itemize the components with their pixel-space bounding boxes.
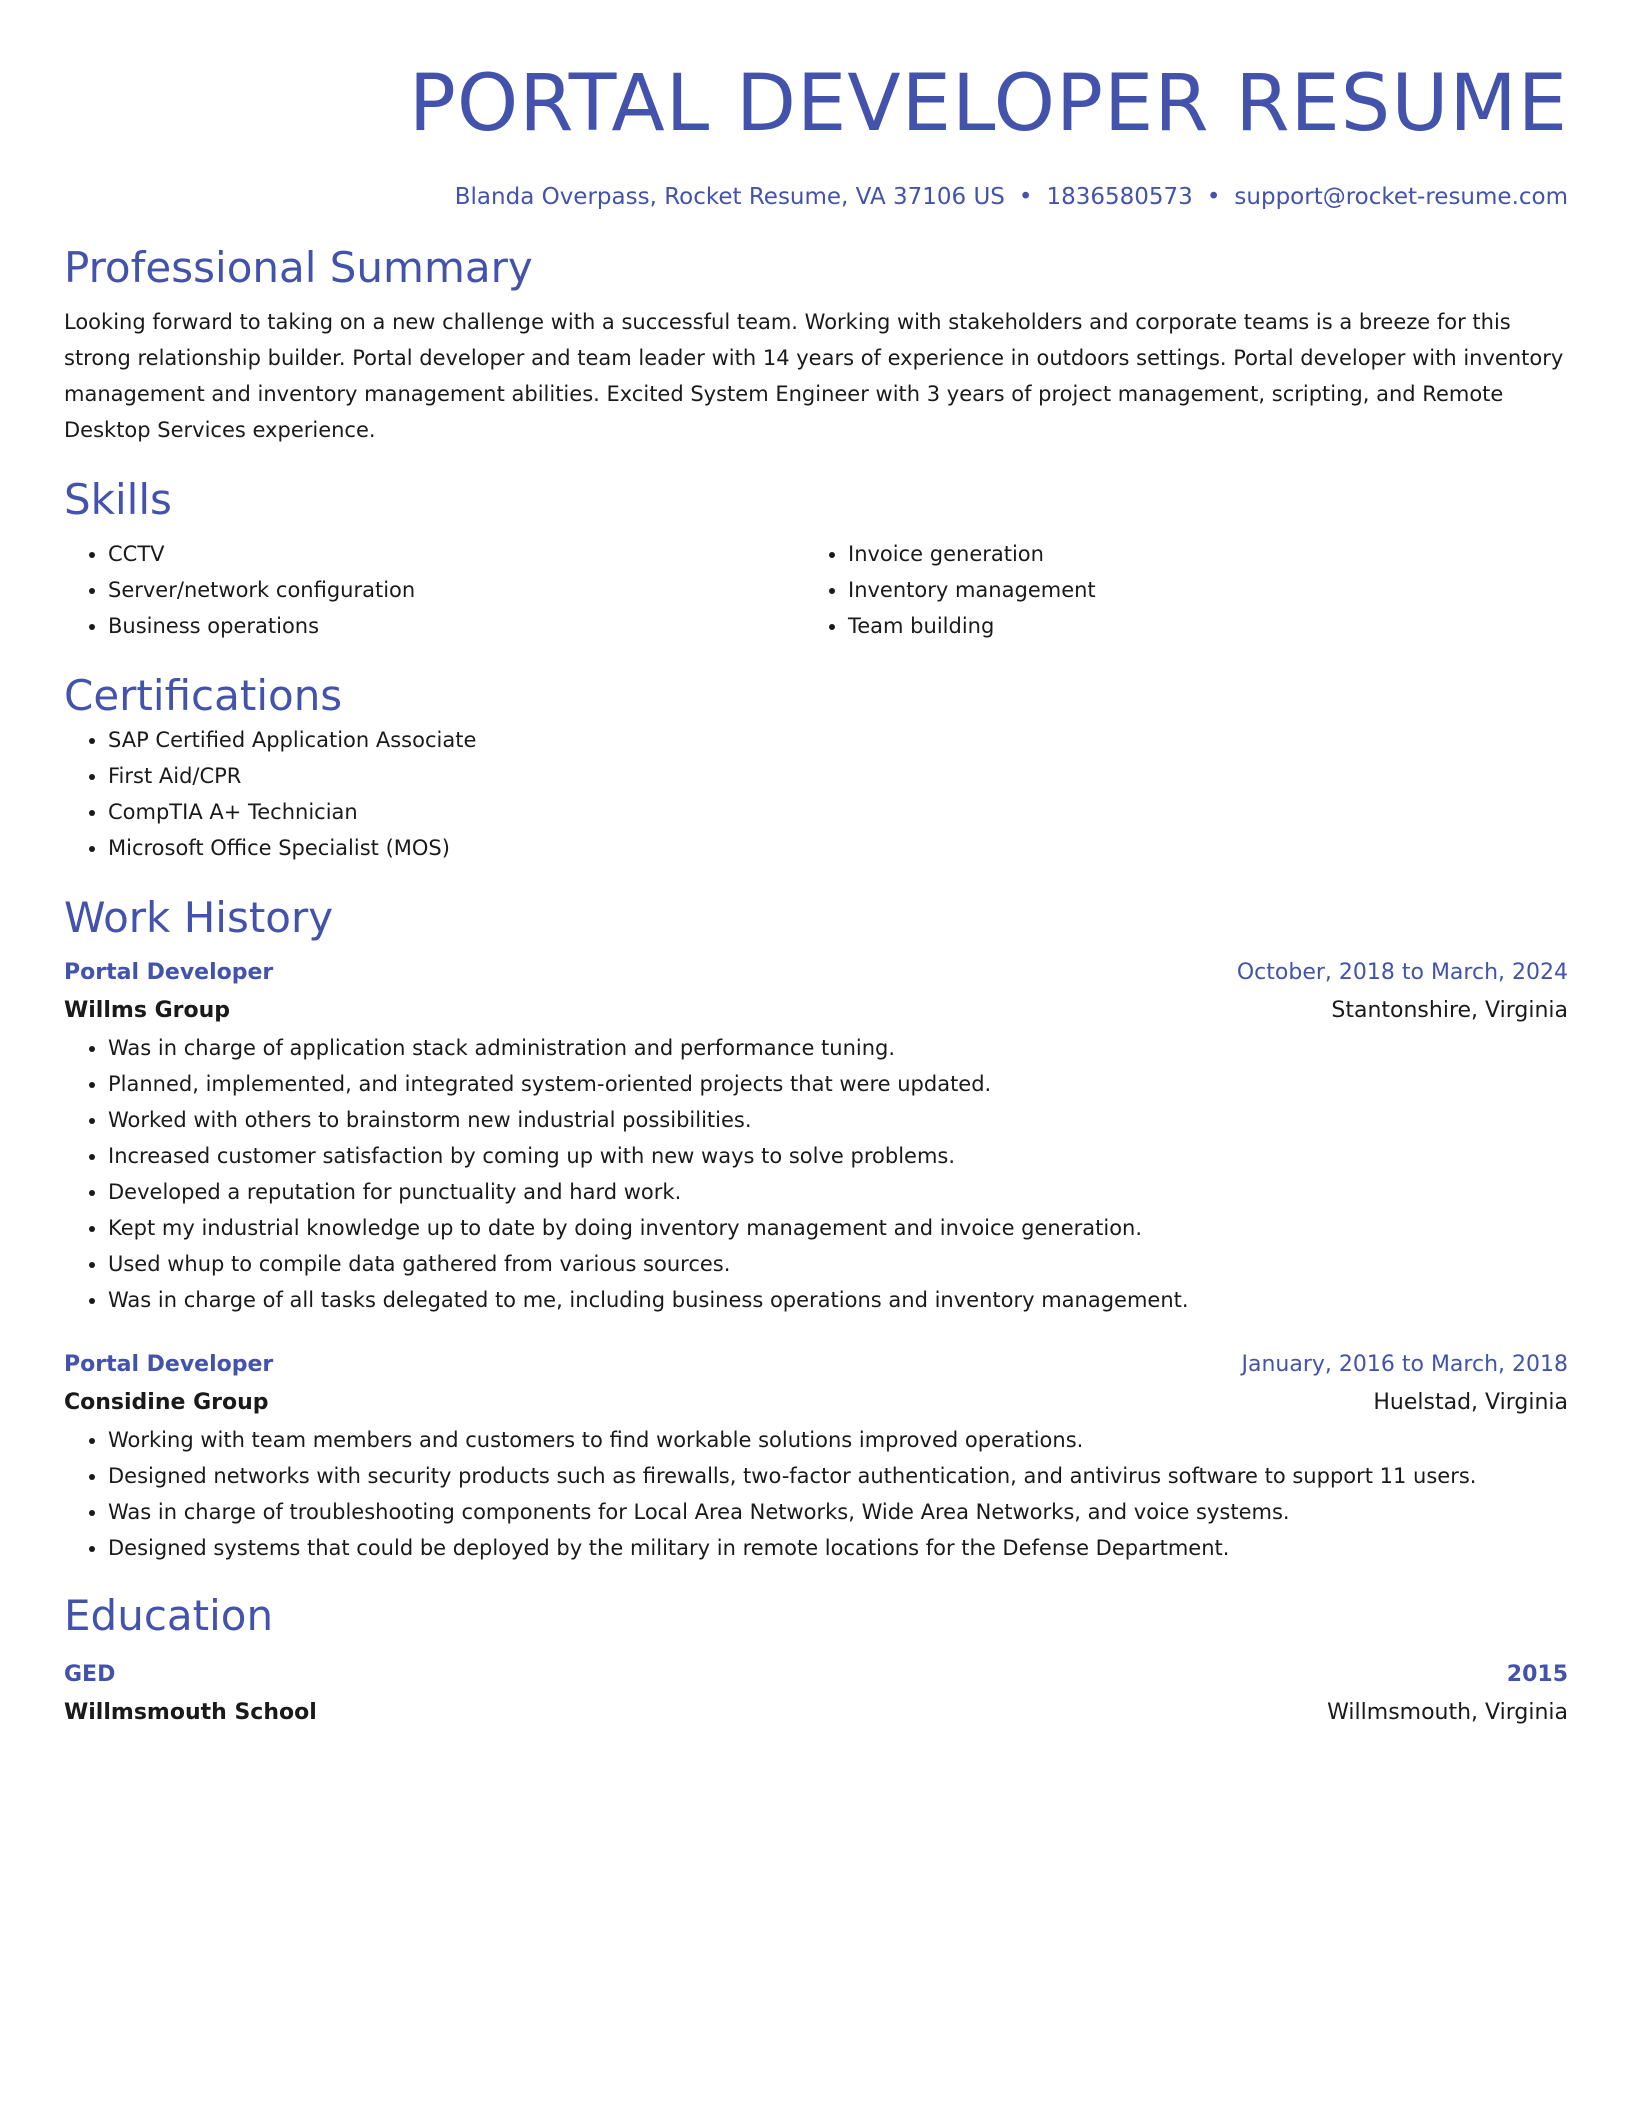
skill-item: • Invoice generation — [848, 536, 1568, 572]
job-company-row — [64, 992, 1568, 1030]
summary-heading: Professional Summary — [64, 243, 533, 292]
job-header-row — [64, 954, 1568, 992]
job-role: Portal Developer — [64, 1352, 274, 1377]
job-bullet: • Was in charge of application stack administration and performance tuning. — [108, 1030, 1568, 1066]
education-degree: GED — [64, 1662, 116, 1687]
certification-item: • First Aid/CPR — [108, 758, 1568, 794]
resume-header — [64, 0, 1568, 212]
job-bullet: • Designed systems that could be deployed by the military in remote locations for the Defense Department. — [108, 1530, 1568, 1566]
certification-item: • Microsoft Office Specialist (MOS) — [108, 830, 1568, 866]
job-bullet: • Developed a reputation for punctuality and hard work. — [108, 1174, 1568, 1210]
education-location: Willmsmouth, Virginia — [1327, 1700, 1568, 1725]
job-bullet: • Was in charge of all tasks delegated to me, including business operations and inventory management. — [108, 1282, 1568, 1318]
work-history-heading: Work History — [64, 893, 334, 942]
summary-text: Looking forward to taking on a new challenge with a successful team. Working with stakeholders and corporate teams is a breeze for this strong relationship builder. Portal developer and team leader with 14 years of experience in outdoors settings. Portal developer with inventory management and inventory management abilities. Excited System Engineer with 3 years of project management, scripting, and Remote Desktop Services experience. — [64, 310, 1564, 442]
skill-item: • Business operations — [108, 608, 804, 644]
contact-email: support@rocket-resume.com — [1234, 184, 1568, 210]
contact-address: Blanda Overpass, Rocket Resume, VA 37106 US — [454, 184, 1005, 210]
job-entry — [64, 954, 1568, 1318]
certifications-list — [64, 722, 1568, 866]
job-company: Considine Group — [64, 1390, 269, 1415]
job-bullet: • Kept my industrial knowledge up to date by doing inventory management and invoice generation. — [108, 1210, 1568, 1246]
resume-title: PORTAL DEVELOPER RESUME — [408, 59, 1568, 149]
job-company: Willms Group — [64, 998, 230, 1023]
education-heading: Education — [64, 1591, 274, 1640]
job-bullets — [64, 1422, 1568, 1566]
skills-heading: Skills — [64, 475, 172, 524]
certification-item: • CompTIA A+ Technician — [108, 794, 1568, 830]
job-bullet: • Working with team members and customers to find workable solutions improved operations. — [108, 1422, 1568, 1458]
job-bullet: • Worked with others to brainstorm new industrial possibilities. — [108, 1102, 1568, 1138]
job-bullet: • Was in charge of troubleshooting components for Local Area Networks, Wide Area Networks, and voice systems. — [108, 1494, 1568, 1530]
job-role: Portal Developer — [64, 960, 274, 985]
skill-item: • Team building — [848, 608, 1568, 644]
job-location: Huelstad, Virginia — [1373, 1390, 1568, 1415]
contact-separator: • — [1206, 184, 1221, 210]
education-year: 2015 — [1506, 1662, 1568, 1687]
job-bullet: • Designed networks with security products such as firewalls, two-factor authentication, and antivirus software to support 11 users. — [108, 1458, 1568, 1494]
skills-list-left — [64, 536, 804, 644]
job-bullet: • Increased customer satisfaction by coming up with new ways to solve problems. — [108, 1138, 1568, 1174]
job-bullet: • Planned, implemented, and integrated system-oriented projects that were updated. — [108, 1066, 1568, 1102]
contact-line — [64, 182, 1568, 212]
contact-phone: 1836580573 — [1046, 184, 1193, 210]
certification-item: • SAP Certified Application Associate — [108, 722, 1568, 758]
certifications-heading: Certifications — [64, 671, 343, 720]
job-header-row — [64, 1346, 1568, 1384]
job-company-row — [64, 1384, 1568, 1422]
education-school: Willmsmouth School — [64, 1700, 317, 1725]
skills-list-right — [804, 536, 1568, 644]
job-dates: January, 2016 to March, 2018 — [1241, 1352, 1568, 1377]
skill-item: • CCTV — [108, 536, 804, 572]
skill-item: • Server/network configuration — [108, 572, 804, 608]
job-bullets — [64, 1030, 1568, 1318]
skill-item: • Inventory management — [848, 572, 1568, 608]
contact-separator: • — [1018, 184, 1033, 210]
skills-grid — [64, 536, 1568, 644]
education-header-row — [64, 1656, 1568, 1694]
job-location: Stantonshire, Virginia — [1331, 998, 1568, 1023]
job-bullet: • Used whup to compile data gathered from various sources. — [108, 1246, 1568, 1282]
education-school-row — [64, 1694, 1568, 1732]
job-dates: October, 2018 to March, 2024 — [1236, 960, 1568, 985]
job-entry — [64, 1346, 1568, 1566]
education-entry — [64, 1656, 1568, 1732]
